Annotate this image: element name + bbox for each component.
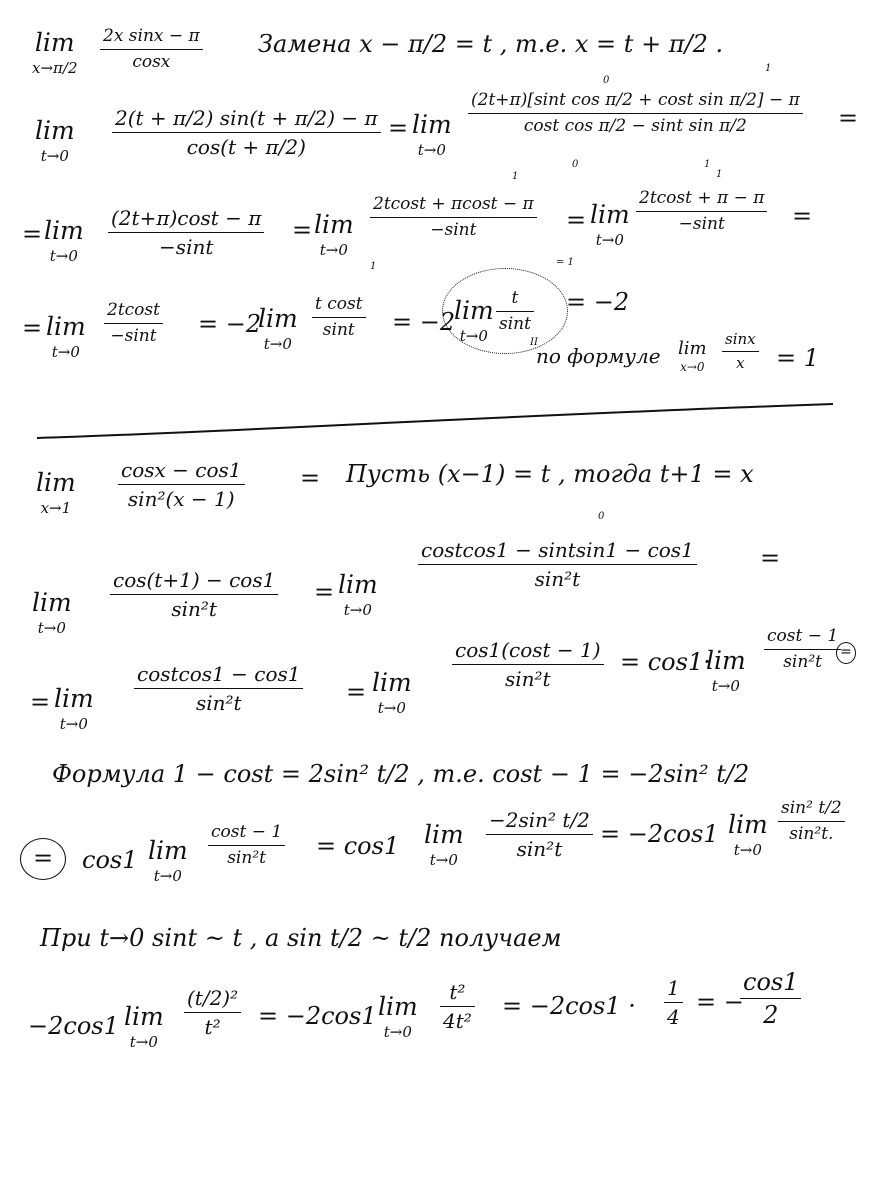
lim-word: lim [706,646,746,675]
numerator: 1 [667,976,680,1000]
substitution-text: Замена x − π/2 = t , т.е. x = t + π/2 . [258,30,724,58]
equals-sign: = [346,678,367,706]
numerator: −2sin² t/2 [489,808,590,832]
limit-operator [454,298,494,344]
fraction [370,196,537,239]
lim-subscript: t→0 [153,867,182,885]
fraction [108,208,264,257]
fraction [118,460,245,509]
limit-operator [590,202,630,248]
denominator: sin²t [534,567,581,591]
fraction [440,982,475,1031]
lim-word: lim [148,836,188,865]
lim-subscript: t→0 [49,247,78,265]
lim-subscript: t→0 [595,231,624,249]
annotation: 0 [598,511,605,522]
fraction [418,540,697,589]
lim-word: lim [34,28,75,57]
denominator: x [736,354,745,372]
lim-word: lim [314,210,354,239]
annotation: = 1 [556,257,574,268]
circled-equals-symbol: = [33,844,54,872]
annotation: 0 [603,75,610,86]
lim-subscript: t→0 [733,841,762,859]
numerator: (2t+π)cost − π [111,206,262,230]
equals-sign: = [314,578,335,606]
denominator: 2 [763,1001,779,1029]
limit-operator [678,340,707,373]
fraction [184,988,241,1037]
fraction [112,108,381,157]
denominator: sin²t [504,667,551,691]
limit-operator [706,648,746,694]
denominator: cost cos π/2 − sint sin π/2 [523,116,747,136]
fraction [486,810,593,859]
denominator: 4t² [443,1009,472,1033]
denominator: t² [204,1015,221,1039]
lim-word: lim [258,304,298,333]
denominator: −sint [678,214,725,234]
result-fraction [740,970,801,1027]
limit-operator [124,1004,164,1050]
denominator: sin²(x − 1) [127,487,235,511]
limit-operator [314,212,354,258]
fraction [134,664,303,713]
numerator: t² [449,980,466,1004]
fraction [764,628,841,671]
annotation: II [530,337,538,348]
lim-word: lim [378,992,418,1021]
numerator: (2t+π)[sint cos π/2 + cost sin π/2] − π [471,90,800,110]
numerator: costcos1 − cos1 [137,662,301,686]
lim-subscript: t→0 [377,699,406,717]
lim-word: lim [54,684,94,713]
equals-sign: = −2 [392,308,456,336]
lim-word: lim [35,116,75,145]
denominator: sin²t [516,837,563,861]
numerator: cost − 1 [767,626,839,646]
limit-operator [148,838,188,884]
equals-sign: = [300,464,321,492]
equals-sign: = [566,206,587,234]
denominator: −sint [110,326,157,346]
equals-minus: = − [696,988,744,1016]
limit-operator [728,812,768,858]
fraction [104,302,163,345]
lim-word: lim [454,296,494,325]
limit-operator [338,572,378,618]
formula-note-prefix: по формуле [536,344,661,368]
lim-subscript: t→0 [37,619,66,637]
equals-one: = 1 [776,344,820,372]
lim-word: lim [32,588,72,617]
equals-sign: = [792,202,813,230]
coefficient: cos1 [82,846,138,874]
section-divider [35,402,835,442]
limit-operator [54,686,94,732]
equals-sign: = [22,314,43,342]
equals-sign: = [838,104,859,132]
numerator: cos(t+1) − cos1 [113,568,276,592]
numerator: 2(t + π/2) sin(t + π/2) − π [115,106,378,130]
numerator: sin² t/2 [781,798,842,818]
equals-sign: = [292,216,313,244]
formula-text: Формула 1 − cost = 2sin² t/2 , т.е. cost − 1 = −2sin² t/2 [52,760,750,788]
annotation: 1 [765,63,772,74]
numerator: t [511,288,519,308]
lim-word: lim [412,110,452,139]
equals-sign: = [22,220,43,248]
substitution-text: Пусть (x−1) = t , тогда t+1 = x [346,460,754,488]
fraction [778,800,845,843]
lim-word: lim [424,820,464,849]
numerator: 2x sinx − π [103,26,200,46]
denominator: cos(t + π/2) [186,135,306,159]
fraction [452,640,604,689]
equals-sign: = [760,544,781,572]
denominator: −sint [430,220,477,240]
annotation: 1 [716,169,723,180]
limit-operator [378,994,418,1040]
denominator: sin²t [227,848,266,868]
limit-operator [36,470,76,516]
lim-word: lim [678,338,707,359]
lim-word: lim [590,200,630,229]
lim-word: lim [46,312,86,341]
denominator: cosx [132,52,171,72]
fraction [636,190,767,233]
limit-operator [412,112,452,158]
lim-subscript: t→0 [417,141,446,159]
numerator: 2tcost + πcost − π [373,194,534,214]
numerator: cosx − cos1 [121,458,242,482]
limit-operator [424,822,464,868]
circled-equals-symbol: = [840,644,852,660]
coefficient: −2cos1 [28,1012,119,1040]
annotation: 1 [704,159,711,170]
lim-subscript: x→1 [40,499,72,517]
limit-operator [258,306,298,352]
lim-subscript: t→0 [711,677,740,695]
fraction [496,290,534,333]
lim-word: lim [124,1002,164,1031]
annotation: 0 [572,159,579,170]
lim-subscript: t→0 [343,601,372,619]
fraction [110,570,278,619]
numerator: cost − 1 [211,822,283,842]
lim-word: lim [44,216,84,245]
lim-word: lim [338,570,378,599]
lim-word: lim [372,668,412,697]
denominator: −sint [159,235,214,259]
equivalence-text: При t→0 sint ~ t , а sin t/2 ~ t/2 получаем [40,924,562,952]
lim-word: lim [728,810,768,839]
fraction [208,824,285,867]
limit-operator [44,218,84,264]
limit-operator [32,590,72,636]
limit-operator [32,30,77,76]
equals-coef: = −2cos1 [600,820,719,848]
lim-subscript: x→π/2 [32,59,78,77]
lim-subscript: t→0 [383,1023,412,1041]
equals-sign: = cos1· [620,648,711,676]
lim-subscript: t→0 [429,851,458,869]
equals-coef: = −2cos1 · [502,992,636,1020]
fraction [722,332,759,371]
lim-subscript: t→0 [59,715,88,733]
lim-word: lim [36,468,76,497]
denominator: sint [499,314,531,334]
denominator: sin²t [171,597,217,621]
lim-subscript: t→0 [263,335,292,353]
numerator: t cost [315,294,363,314]
fraction [312,296,366,339]
denominator: sin²t. [789,824,834,844]
denominator: sint [322,320,355,340]
equals-sign: = −2 [198,310,262,338]
equals-coef: = cos1 [316,832,400,860]
lim-subscript: t→0 [319,241,348,259]
limit-operator [372,670,412,716]
numerator: cos1(cost − 1) [455,638,601,662]
denominator: 4 [667,1005,680,1029]
limit-operator [35,118,75,164]
numerator: 2tcost [107,300,160,320]
numerator: costcos1 − sintsin1 − cos1 [421,538,694,562]
limit-result: = −2 [566,288,630,316]
limit-operator [46,314,86,360]
lim-subscript: t→0 [51,343,80,361]
fraction [468,92,803,135]
lim-subscript: t→0 [129,1033,158,1051]
numerator: (t/2)² [187,986,239,1010]
equals-sign: = [30,688,51,716]
numerator: sinx [725,330,756,348]
numerator: 2tcost + π − π [639,188,765,208]
fraction [664,978,683,1027]
equals-coef: = −2cos1 [258,1002,377,1030]
lim-subscript: x→0 [680,360,705,374]
denominator: sin²t [195,691,242,715]
annotation: 1 [512,171,519,182]
lim-subscript: t→0 [459,327,488,345]
numerator: cos1 [743,968,799,996]
lim-subscript: t→0 [40,147,69,165]
annotation: 1 [370,261,377,272]
fraction [100,28,203,71]
equals-sign: = [388,114,409,142]
denominator: sin²t [783,652,822,672]
